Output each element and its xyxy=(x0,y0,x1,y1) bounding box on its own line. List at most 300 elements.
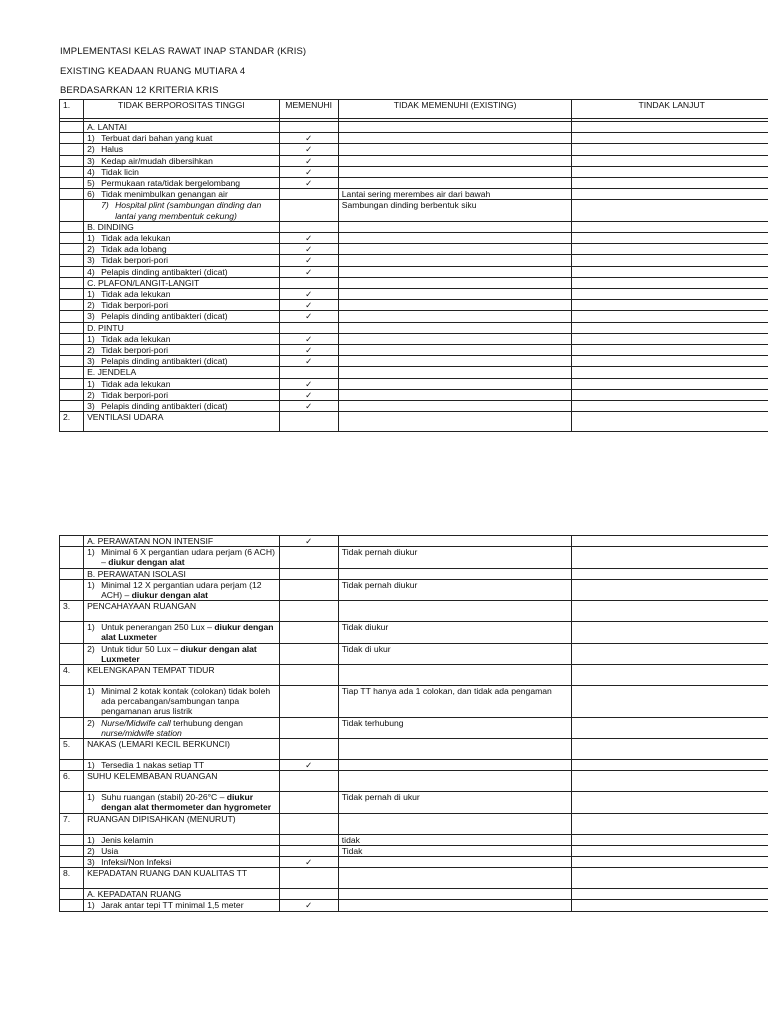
table-cell xyxy=(338,601,572,622)
criteria-row xyxy=(60,771,768,792)
item-number: 3) xyxy=(87,857,95,868)
table-cell xyxy=(338,277,572,288)
table-cell xyxy=(84,166,280,177)
table-cell xyxy=(572,857,768,868)
item-number: 1) xyxy=(87,233,95,244)
cell-text: diukur dengan alat Luxmeter xyxy=(101,622,274,643)
check-mark: ✓ xyxy=(279,900,338,911)
section-plafon: C. PLAFON/LANGIT-LANGIT xyxy=(84,277,280,288)
check-mark: ✓ xyxy=(279,333,338,344)
item-number: 1) xyxy=(87,547,95,558)
item-number: 2) xyxy=(87,244,95,255)
table-cell xyxy=(60,622,84,643)
table-cell: 3. xyxy=(60,601,84,622)
table-cell xyxy=(84,760,280,771)
finding-note: Tidak pernah diukur xyxy=(338,579,572,600)
check-mark: ✓ xyxy=(279,300,338,311)
table-cell xyxy=(572,536,768,547)
cell-text xyxy=(87,792,276,812)
criteria-kepadatan: KEPADATAN RUANG DAN KUALITAS TT xyxy=(84,868,280,889)
item-number: 1) xyxy=(87,686,95,697)
cell-text: Usia xyxy=(101,845,119,856)
cell-text: Tidak berpori-pori xyxy=(101,255,169,266)
kris-table-part-1 xyxy=(59,99,768,432)
item-number: 2) xyxy=(87,144,95,155)
cell-text: Minimal 6 X pergantian udara perjam (6 ACH) – xyxy=(101,547,275,568)
table-cell xyxy=(60,300,84,311)
cell-text: Tidak menimbulkan genangan air xyxy=(101,189,228,200)
criteria-ventilasi: VENTILASI UDARA xyxy=(84,412,280,432)
table-cell xyxy=(572,868,768,889)
table-cell xyxy=(572,401,768,412)
item-number: 1) xyxy=(87,834,95,845)
table-cell xyxy=(84,244,280,255)
table-cell xyxy=(572,378,768,389)
table-row xyxy=(60,255,768,266)
table-cell xyxy=(572,665,768,686)
table-cell xyxy=(572,547,768,568)
table-cell xyxy=(84,401,280,412)
cell-text: Tidak ada lekukan xyxy=(101,233,171,244)
table-cell xyxy=(338,300,572,311)
cell-text: Pelapis dinding antibakteri (dicat) xyxy=(101,401,228,412)
table-row xyxy=(60,144,768,155)
table-cell xyxy=(60,717,84,738)
table-cell xyxy=(60,122,84,133)
table-cell xyxy=(338,255,572,266)
cell-text xyxy=(87,644,276,664)
table-cell xyxy=(572,889,768,900)
finding-note: Tidak xyxy=(338,845,572,856)
table-cell xyxy=(84,622,280,643)
cell-text xyxy=(87,622,276,642)
table-cell xyxy=(60,144,84,155)
table-cell xyxy=(279,717,338,738)
table-cell xyxy=(60,266,84,277)
section-kepadatan-ruang: A. KEPADATAN RUANG xyxy=(84,889,280,900)
table-cell xyxy=(572,356,768,367)
document-subtitle: EXISTING KEADAAN RUANG MUTIARA 4 xyxy=(60,66,246,77)
table-cell xyxy=(338,311,572,322)
table-row xyxy=(60,900,768,911)
table-row xyxy=(60,857,768,868)
cell-text: Minimal 2 kotak kontak (colokan) tidak boleh ada percabangan/sambungan tanpa pengamanan arus listrik xyxy=(101,686,271,717)
table-cell xyxy=(60,333,84,344)
table-row xyxy=(60,189,768,200)
table-row xyxy=(60,760,768,771)
table-cell xyxy=(60,536,84,547)
table-cell xyxy=(572,189,768,200)
table-cell xyxy=(279,622,338,643)
cell-text: Minimal 12 X pergantian udara perjam (12 ACH) – xyxy=(101,579,262,601)
section-isolasi: B. PERAWATAN ISOLASI xyxy=(84,568,280,579)
table-cell xyxy=(572,389,768,400)
cell-text: Untuk penerangan 250 Lux – xyxy=(101,622,215,633)
check-mark: ✓ xyxy=(279,356,338,367)
item-number: 3) xyxy=(87,311,95,322)
finding-note: Tiap TT hanya ada 1 colokan, dan tidak ada pengaman xyxy=(338,686,572,718)
table-cell xyxy=(60,857,84,868)
table-cell xyxy=(338,760,572,771)
cell-text: Tidak ada lekukan xyxy=(101,378,171,389)
cell-text: Hospital plint (sambungan dinding dan lantai yang membentuk cekung) xyxy=(115,200,262,221)
table-cell xyxy=(84,266,280,277)
table-cell xyxy=(279,834,338,845)
table-cell xyxy=(338,771,572,792)
table-cell xyxy=(572,322,768,333)
table-cell xyxy=(84,845,280,856)
col-not-meets: TIDAK MEMENUHI (EXISTING) xyxy=(338,100,572,119)
table-cell xyxy=(338,233,572,244)
criteria-row xyxy=(60,601,768,622)
table-header-row xyxy=(60,100,768,119)
table-cell xyxy=(279,200,338,221)
table-cell xyxy=(279,367,338,378)
item-number: 2) xyxy=(87,389,95,400)
table-row xyxy=(60,300,768,311)
cell-text: Pelapis dinding antibakteri (dicat) xyxy=(101,266,228,277)
table-cell xyxy=(572,760,768,771)
item-number: 3) xyxy=(87,356,95,367)
table-cell xyxy=(84,233,280,244)
table-cell xyxy=(84,834,280,845)
item-number: 3) xyxy=(87,255,95,266)
table-cell xyxy=(572,739,768,760)
check-mark: ✓ xyxy=(279,233,338,244)
table-cell xyxy=(572,568,768,579)
cell-text xyxy=(101,718,276,738)
cell-text: Suhu ruangan (stabil) 20-26°C – xyxy=(101,792,227,803)
table-cell xyxy=(60,356,84,367)
table-cell xyxy=(572,686,768,718)
table-cell xyxy=(60,200,84,221)
table-cell xyxy=(572,300,768,311)
table-cell xyxy=(60,322,84,333)
table-row xyxy=(60,686,768,718)
table-cell: 7. xyxy=(60,813,84,834)
table-cell xyxy=(84,333,280,344)
table-cell xyxy=(60,643,84,664)
finding-note: Tidak pernah diukur xyxy=(338,547,572,568)
table-cell xyxy=(60,378,84,389)
item-number: 1) xyxy=(87,622,95,633)
section-row xyxy=(60,221,768,232)
table-cell xyxy=(338,345,572,356)
table-cell xyxy=(338,568,572,579)
item-number: 4) xyxy=(87,166,95,177)
table-row xyxy=(60,378,768,389)
cell-text: diukur dengan alat Luxmeter xyxy=(101,643,257,664)
table-cell xyxy=(338,178,572,189)
cell-text: Untuk tidur 50 Lux – xyxy=(101,643,181,654)
check-mark: ✓ xyxy=(279,760,338,771)
item-number: 2) xyxy=(87,717,95,728)
table-cell xyxy=(338,166,572,177)
table-row xyxy=(60,579,768,600)
cell-text xyxy=(101,547,276,567)
table-cell xyxy=(279,547,338,568)
table-cell xyxy=(60,900,84,911)
check-mark: ✓ xyxy=(279,166,338,177)
cell-text xyxy=(87,686,276,717)
item-number: 2) xyxy=(87,300,95,311)
check-mark: ✓ xyxy=(279,144,338,155)
table-cell xyxy=(572,845,768,856)
table-row xyxy=(60,289,768,300)
table-cell xyxy=(572,792,768,813)
table-cell xyxy=(60,289,84,300)
table-cell xyxy=(338,122,572,133)
table-row xyxy=(60,200,768,221)
criteria-suhu: SUHU KELEMBABAN RUANGAN xyxy=(84,771,280,792)
finding-note: tidak xyxy=(338,834,572,845)
table-cell xyxy=(279,813,338,834)
criteria-row xyxy=(60,813,768,834)
finding-note: Tidak terhubung xyxy=(338,717,572,738)
table-cell xyxy=(279,189,338,200)
table-cell xyxy=(60,889,84,900)
criteria-row xyxy=(60,739,768,760)
table-cell xyxy=(60,845,84,856)
table-cell xyxy=(60,547,84,568)
cell-text xyxy=(101,644,276,664)
table-row xyxy=(60,356,768,367)
item-number: 1) xyxy=(87,378,95,389)
col-meets: MEMENUHI xyxy=(279,100,338,119)
table-cell xyxy=(572,900,768,911)
table-cell xyxy=(279,122,338,133)
table-cell xyxy=(338,813,572,834)
table-cell xyxy=(279,277,338,288)
table-cell xyxy=(572,345,768,356)
table-cell xyxy=(60,277,84,288)
section-row xyxy=(60,536,768,547)
cell-text: Pelapis dinding antibakteri (dicat) xyxy=(101,311,228,322)
finding-note: Tidak diukur xyxy=(338,622,572,643)
table-cell xyxy=(338,900,572,911)
cell-text: Tidak ada lekukan xyxy=(101,289,171,300)
table-cell xyxy=(572,643,768,664)
cell-text: Tidak licin xyxy=(101,166,139,177)
table-cell: 6. xyxy=(60,771,84,792)
table-cell xyxy=(572,144,768,155)
finding-note: Tidak di ukur xyxy=(338,643,572,664)
table-cell xyxy=(338,401,572,412)
table-cell xyxy=(84,345,280,356)
finding-note: Lantai sering merembes air dari bawah xyxy=(338,189,572,200)
table-cell xyxy=(279,221,338,232)
check-mark: ✓ xyxy=(279,378,338,389)
table-cell xyxy=(279,889,338,900)
criteria-row xyxy=(60,868,768,889)
finding-note: Tidak pernah di ukur xyxy=(338,792,572,813)
check-mark: ✓ xyxy=(279,345,338,356)
table-cell xyxy=(279,686,338,718)
section-row xyxy=(60,277,768,288)
table-cell xyxy=(338,133,572,144)
table-cell xyxy=(572,367,768,378)
table-cell xyxy=(572,601,768,622)
cell-text: diukur dengan alat xyxy=(131,590,209,601)
table-row xyxy=(60,389,768,400)
cell-text: diukur dengan alat xyxy=(108,557,185,568)
table-cell xyxy=(84,189,280,200)
table-cell xyxy=(572,200,768,221)
table-cell xyxy=(60,345,84,356)
check-mark: ✓ xyxy=(279,155,338,166)
table-cell xyxy=(84,717,280,738)
table-cell xyxy=(84,300,280,311)
col-criteria: TIDAK BERPOROSITAS TINGGI xyxy=(84,100,280,119)
table-cell xyxy=(84,389,280,400)
item-number: 1) xyxy=(87,289,95,300)
table-row xyxy=(60,333,768,344)
table-cell xyxy=(572,834,768,845)
check-mark: ✓ xyxy=(279,178,338,189)
cell-text xyxy=(87,718,276,738)
section-pintu: D. PINTU xyxy=(84,322,280,333)
table-cell xyxy=(84,200,280,221)
check-mark: ✓ xyxy=(279,311,338,322)
table-row xyxy=(60,244,768,255)
cell-text: diukur dengan alat thermometer dan hygrometer xyxy=(101,792,272,813)
table-cell xyxy=(279,739,338,760)
item-number: 1) xyxy=(87,760,95,771)
table-cell xyxy=(60,792,84,813)
table-cell xyxy=(60,579,84,600)
table-cell xyxy=(60,367,84,378)
table-cell: 2. xyxy=(60,412,84,432)
table-cell xyxy=(60,389,84,400)
table-cell xyxy=(572,178,768,189)
table-cell xyxy=(572,233,768,244)
table-cell xyxy=(338,857,572,868)
criteria-kelengkapan: KELENGKAPAN TEMPAT TIDUR xyxy=(84,665,280,686)
table-cell xyxy=(572,717,768,738)
table-cell xyxy=(60,760,84,771)
cell-text xyxy=(101,580,276,600)
table-row xyxy=(60,345,768,356)
section-non-intensif: A. PERAWATAN NON INTENSIF xyxy=(84,536,280,547)
table-cell xyxy=(338,739,572,760)
table-cell xyxy=(84,155,280,166)
kris-table-part-2 xyxy=(59,535,768,912)
cell-text: nurse/midwife station xyxy=(101,727,182,738)
table-cell xyxy=(60,311,84,322)
cell-text: Tidak berpori-pori xyxy=(101,300,169,311)
col-followup: TINDAK LANJUT xyxy=(572,100,768,119)
table-cell xyxy=(60,166,84,177)
table-row xyxy=(60,311,768,322)
item-number: 3) xyxy=(87,401,95,412)
table-cell xyxy=(338,244,572,255)
table-cell xyxy=(572,166,768,177)
section-dinding: B. DINDING xyxy=(84,221,280,232)
table-cell xyxy=(338,266,572,277)
table-cell xyxy=(60,189,84,200)
section-row xyxy=(60,568,768,579)
item-number: 5) xyxy=(87,178,95,189)
item-number: 2) xyxy=(87,345,95,356)
document-criteria-line: BERDASARKAN 12 KRITERIA KRIS xyxy=(60,85,219,96)
table-cell xyxy=(84,356,280,367)
table-cell xyxy=(60,155,84,166)
table-cell: 5. xyxy=(60,739,84,760)
table-cell xyxy=(572,122,768,133)
table-row xyxy=(60,133,768,144)
table-cell xyxy=(279,792,338,813)
cell-text: Kedap air/mudah dibersihkan xyxy=(101,155,213,166)
table-cell xyxy=(338,356,572,367)
table-cell xyxy=(60,568,84,579)
table-cell xyxy=(338,389,572,400)
table-row xyxy=(60,401,768,412)
table-cell xyxy=(84,857,280,868)
table-row xyxy=(60,717,768,738)
table-cell xyxy=(60,244,84,255)
table-cell xyxy=(84,311,280,322)
table-cell xyxy=(60,233,84,244)
table-cell xyxy=(60,686,84,718)
table-cell xyxy=(572,255,768,266)
table-cell xyxy=(84,378,280,389)
check-mark: ✓ xyxy=(279,389,338,400)
cell-text: Halus xyxy=(101,144,124,155)
check-mark: ✓ xyxy=(279,536,338,547)
cell-text: Tidak berpori-pori xyxy=(101,389,169,400)
section-row xyxy=(60,122,768,133)
table-row xyxy=(60,845,768,856)
item-number: 7) xyxy=(101,200,109,211)
table-cell xyxy=(338,221,572,232)
item-number: 6) xyxy=(87,189,95,200)
cell-text: Tidak ada lobang xyxy=(101,244,167,255)
cell-text: Tersedia 1 nakas setiap TT xyxy=(101,760,205,771)
table-cell xyxy=(60,255,84,266)
table-cell xyxy=(572,155,768,166)
table-cell xyxy=(338,665,572,686)
item-number: 2) xyxy=(87,643,95,654)
table-cell xyxy=(572,412,768,432)
table-row xyxy=(60,233,768,244)
col-no: 1. xyxy=(60,100,84,119)
section-row xyxy=(60,889,768,900)
table-cell xyxy=(84,144,280,155)
table-cell xyxy=(338,378,572,389)
cell-text xyxy=(101,622,276,642)
table-cell xyxy=(279,868,338,889)
table-cell xyxy=(338,889,572,900)
table-cell xyxy=(572,277,768,288)
table-row xyxy=(60,547,768,568)
section-jendela: E. JENDELA xyxy=(84,367,280,378)
criteria-nakas: NAKAS (LEMARI KECIL BERKUNCI) xyxy=(84,739,280,760)
table-row xyxy=(60,166,768,177)
table-cell xyxy=(279,322,338,333)
check-mark: ✓ xyxy=(279,266,338,277)
table-row xyxy=(60,266,768,277)
table-cell xyxy=(279,412,338,432)
table-cell xyxy=(84,547,280,568)
table-cell xyxy=(84,255,280,266)
cell-text: Jenis kelamin xyxy=(101,834,154,845)
table-cell xyxy=(338,144,572,155)
cell-text: Nurse/Midwife call xyxy=(101,717,171,728)
table-cell xyxy=(279,665,338,686)
table-cell xyxy=(572,771,768,792)
item-number: 1) xyxy=(87,579,95,590)
item-number: 3) xyxy=(87,155,95,166)
